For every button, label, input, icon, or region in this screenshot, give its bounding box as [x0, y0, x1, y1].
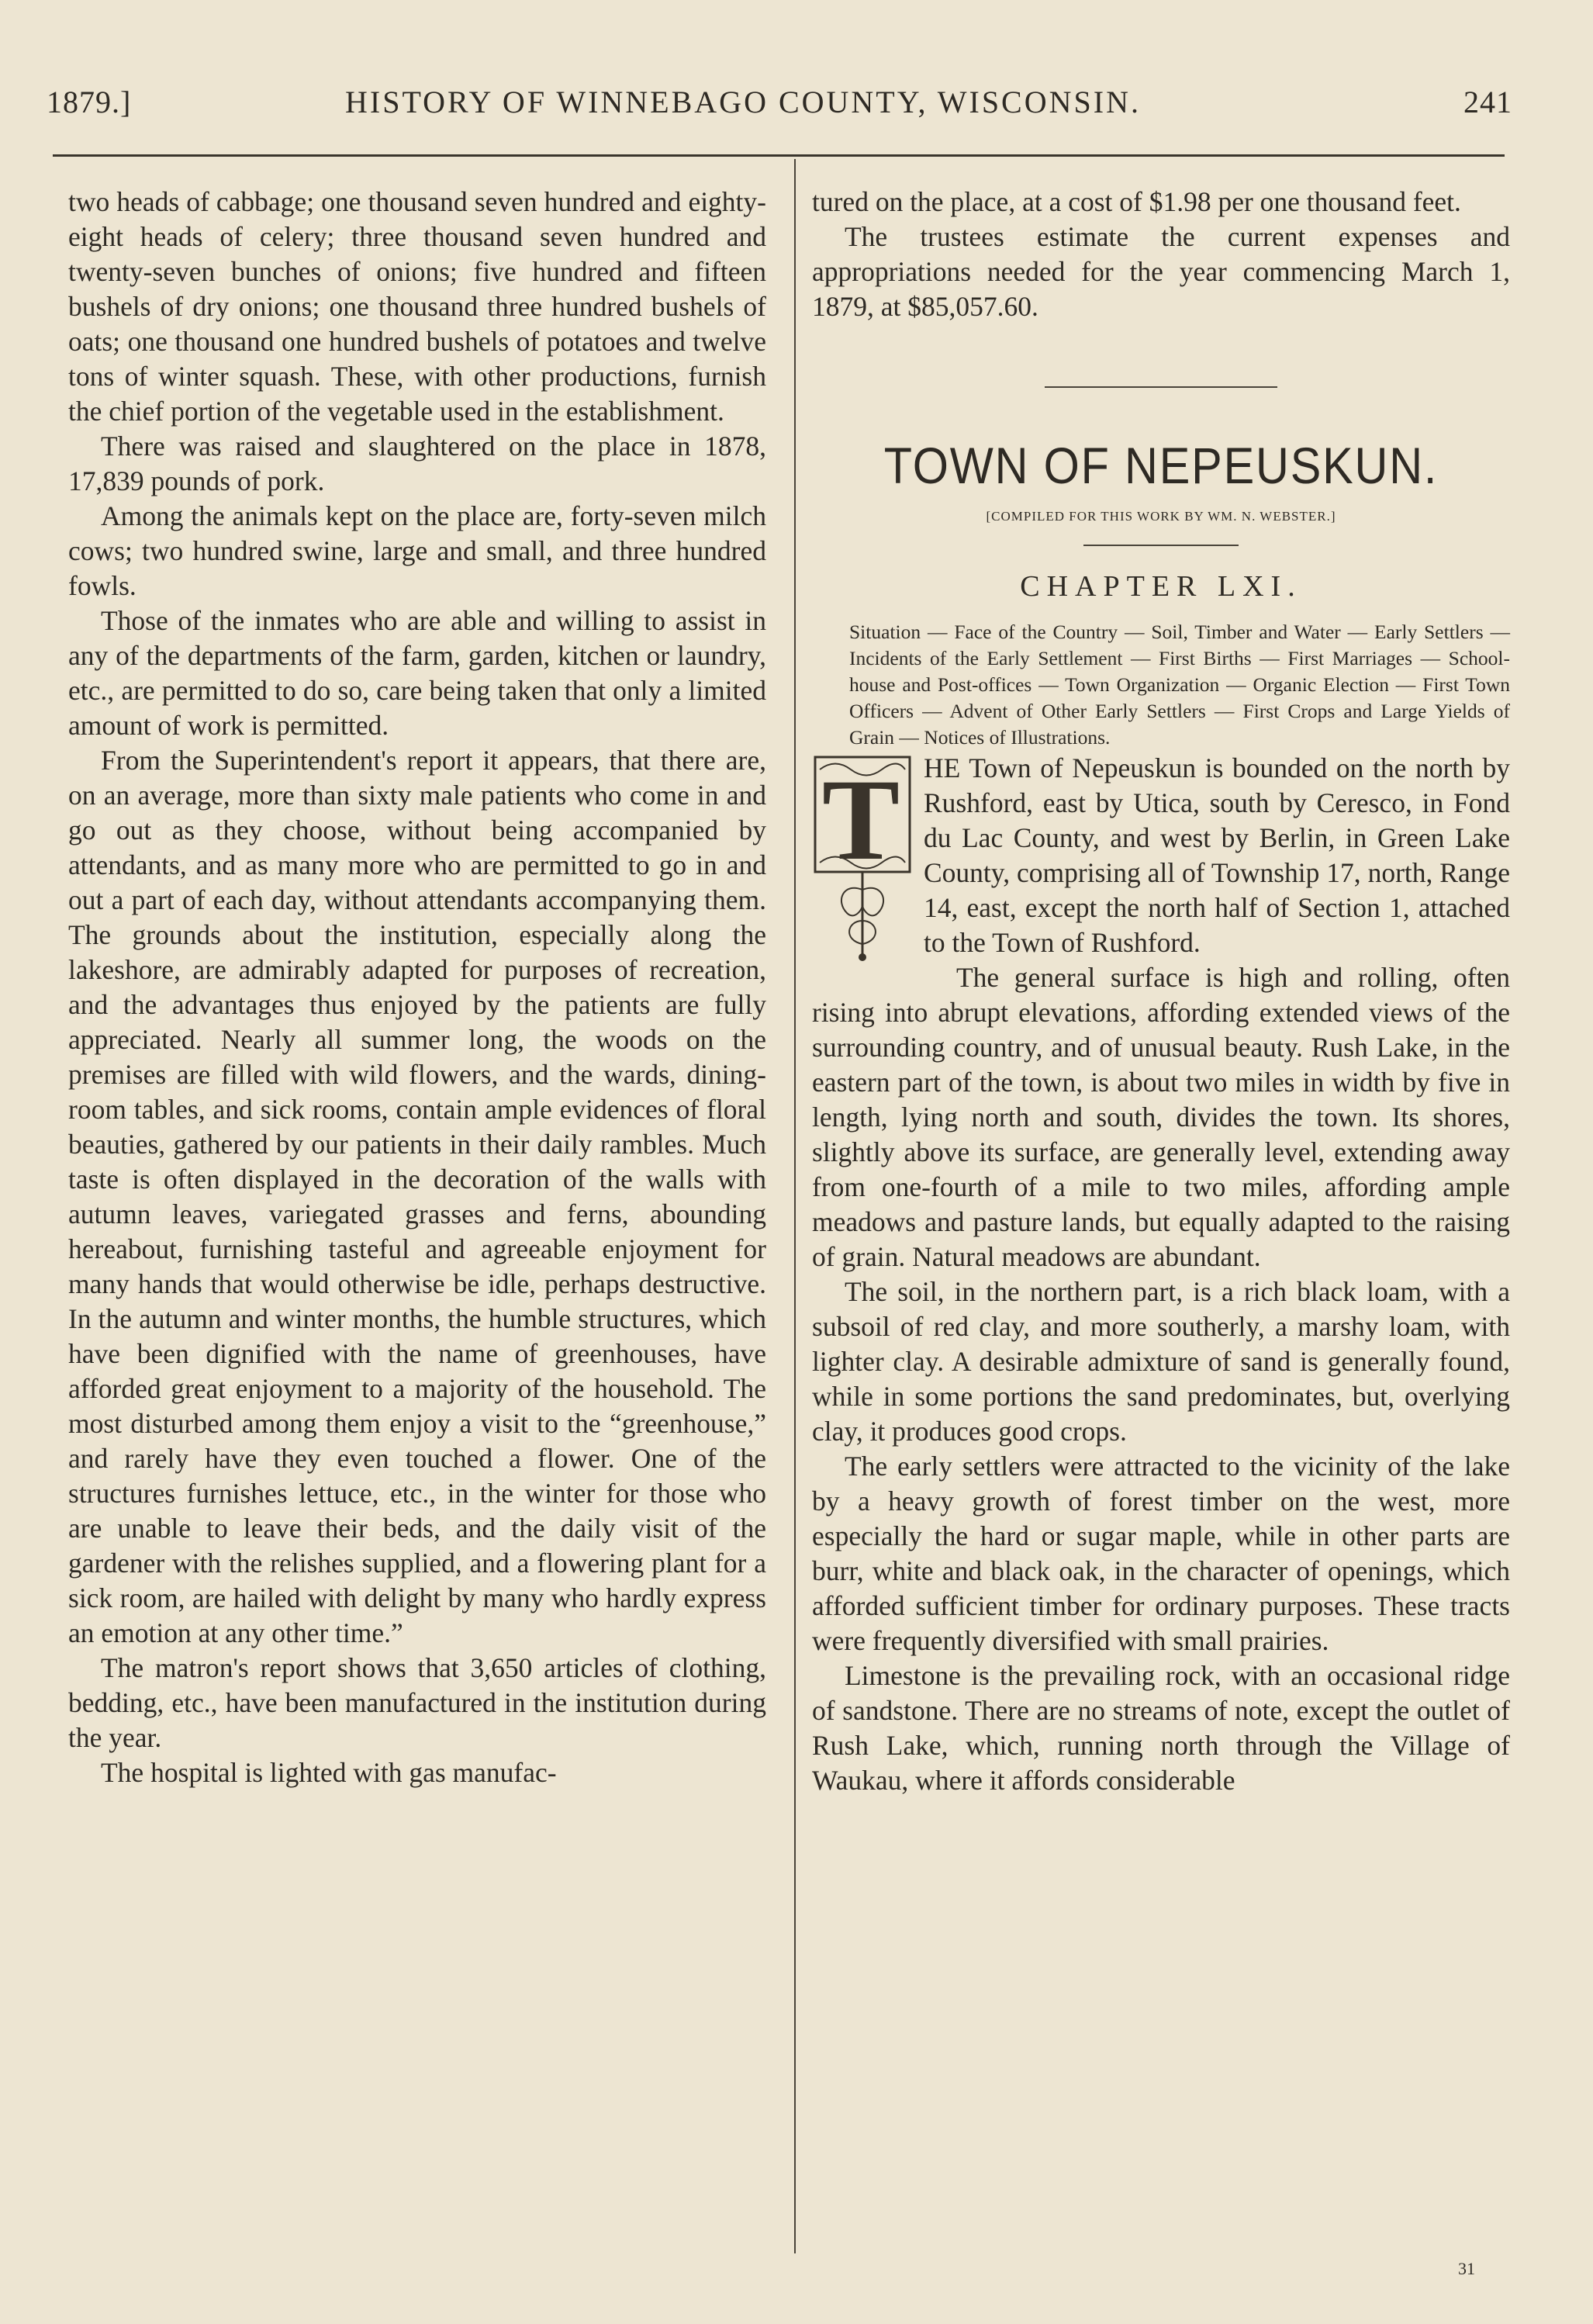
paragraph: The hospital is lighted with gas manufac- — [101, 1757, 557, 1788]
paragraph: The matron's report shows that 3,650 articles of clothing, bedding, etc., have been manufactured in the institution during the year. — [68, 1652, 766, 1753]
header-year: 1879.] — [47, 85, 132, 119]
paragraph: There was raised and slaughtered on the place in 1878, 17,839 pounds of pork. — [68, 431, 766, 496]
compiled-by-credit: [COMPILED FOR THIS WORK BY WM. N. WEBSTER.] — [986, 509, 1336, 524]
section-rule — [1045, 386, 1277, 388]
chapter-heading: CHAPTER LXI. — [1020, 570, 1302, 603]
header-rule — [53, 154, 1505, 157]
paragraph: tured on the place, at a cost of $1.98 per one thousand feet. — [812, 186, 1461, 217]
paragraph: The general surface is high and rolling, often rising into abrupt elevations, affording extended views of the surrounding country, and of unusual beauty. Rush Lake, in the eastern part of the town, is about two miles in width by five in length, lying north and south, divides the town. Its shores, slightly above its surface, are generally level, extending away from one-fourth of a mile to two miles, affording ample meadows and pasture lands, but equally adapted to the raising of grain. Natural meadows are abundant. — [812, 962, 1510, 1272]
paragraph: From the Superintendent's report it appears, that there are, on an average, more than sixty male patients who come in and go out as they choose, without being accompanied by attendants, and as many more who are permitted to go in and out a part of each day, without attendants accompanying them. The grounds about the institution, especially along the lakeshore, are admirably adapted for purposes of recreation, and the advantages thus enjoyed by the patients are fully appreciated. Nearly all summer long, the woods on the premises are filled with wild flowers, and the wards, dining-room tables, and sick rooms, contain ample evidences of floral beauties, gathered by our patients in their daily rambles. Much taste is often displayed in the decoration of the walls with autumn leaves, variegated grasses and ferns, abounding hereabout, furnishing tasteful and agreeable enjoyment for many hands that would otherwise be idle, perhaps destructive. In the autumn and winter months, the humble structures, which have been dignified with the name of greenhouses, have afforded great enjoyment to a majority of the household. The most disturbed among them enjoy a visit to the “greenhouse,” and rarely have they even touched a flower. One of the structures furnishes lettuce, etc., in the winter for those who are unable to leave their beds, and the daily visit of the gardener with the relishes supplied, and a flowering plant for a sick room, are hailed with delight by many who hardly express an emotion at any other time.” — [68, 745, 766, 1648]
drop-cap-letter: T — [821, 756, 900, 884]
chapter-synopsis: Situation — Face of the Country — Soil, Timber and Water — Early Settlers — Incidents of the Early Settlement — First Births — First Marriages — School-house and Post-offices — Town Organization — Organic Election — First Town Officers — Advent of Other Early Settlers — First Crops and Large Yields of Grain — Notices of Illustrations. — [849, 621, 1510, 749]
paragraph: The trustees estimate the current expenses and appropriations needed for the year commencing March 1, 1879, at $85,057.60. — [812, 221, 1510, 322]
paragraph: Limestone is the prevailing rock, with an occasional ridge of sandstone. There are no streams of note, except the outlet of Rush Lake, which, running north through the Village of Waukau, where it affords considerable — [812, 1660, 1510, 1796]
section-title: TOWN OF NEPEUSKUN. — [883, 437, 1439, 494]
page-number: 241 — [1463, 85, 1512, 119]
paragraph: Among the animals kept on the place are, forty-seven milch cows; two hundred swine, large and small, and three hundred fowls. — [68, 500, 766, 601]
column-divider — [794, 159, 796, 2253]
drop-cap — [812, 754, 913, 963]
chapter-rule — [1083, 545, 1239, 546]
paragraph: HE Town of Nepeuskun is bounded on the north by Rushford, east by Utica, south by Ceresco, in Fond du Lac County, and west by Berlin, in Green Lake County, comprising all of Township 17, north, Range 14, east, except the north half of Section 1, attached to the Town of Rushford. — [924, 752, 1510, 958]
right-column — [812, 185, 1510, 1798]
running-header — [47, 84, 1512, 130]
paragraph: The early settlers were attracted to the vicinity of the lake by a heavy growth of forest timber on the west, more especially the hard or sugar maple, while in other parts are burr, white and black oak, in the character of openings, which afforded sufficient timber for ordinary purposes. These tracts were frequently diversified with small prairies. — [812, 1451, 1510, 1656]
opening-paragraph — [812, 751, 1510, 960]
header-title: HISTORY OF WINNEBAGO COUNTY, WISCONSIN. — [345, 85, 1141, 119]
left-column — [68, 185, 766, 1790]
paragraph: The soil, in the northern part, is a rich black loam, with a subsoil of red clay, and more southerly, a marshy loam, with lighter clay. A desirable admixture of sand is generally found, while in some portions the sand predominates, but, overlying clay, it produces good crops. — [812, 1276, 1510, 1447]
paragraph: Those of the inmates who are able and willing to assist in any of the departments of the farm, garden, kitchen or laundry, etc., are permitted to do so, care being taken that only a limited amount of work is permitted. — [68, 605, 766, 741]
signature-mark: 31 — [1458, 2259, 1475, 2278]
paragraph: two heads of cabbage; one thousand seven hundred and eighty-eight heads of celery; three thousand seven hundred and twenty-seven bunches of onions; five hundred and fifteen bushels of dry onions; one thousand three hundred bushels of oats; one thousand one hundred bushels of potatoes and twelve tons of winter squash. These, with other productions, furnish the chief portion of the vegetable used in the establishment. — [68, 186, 766, 427]
